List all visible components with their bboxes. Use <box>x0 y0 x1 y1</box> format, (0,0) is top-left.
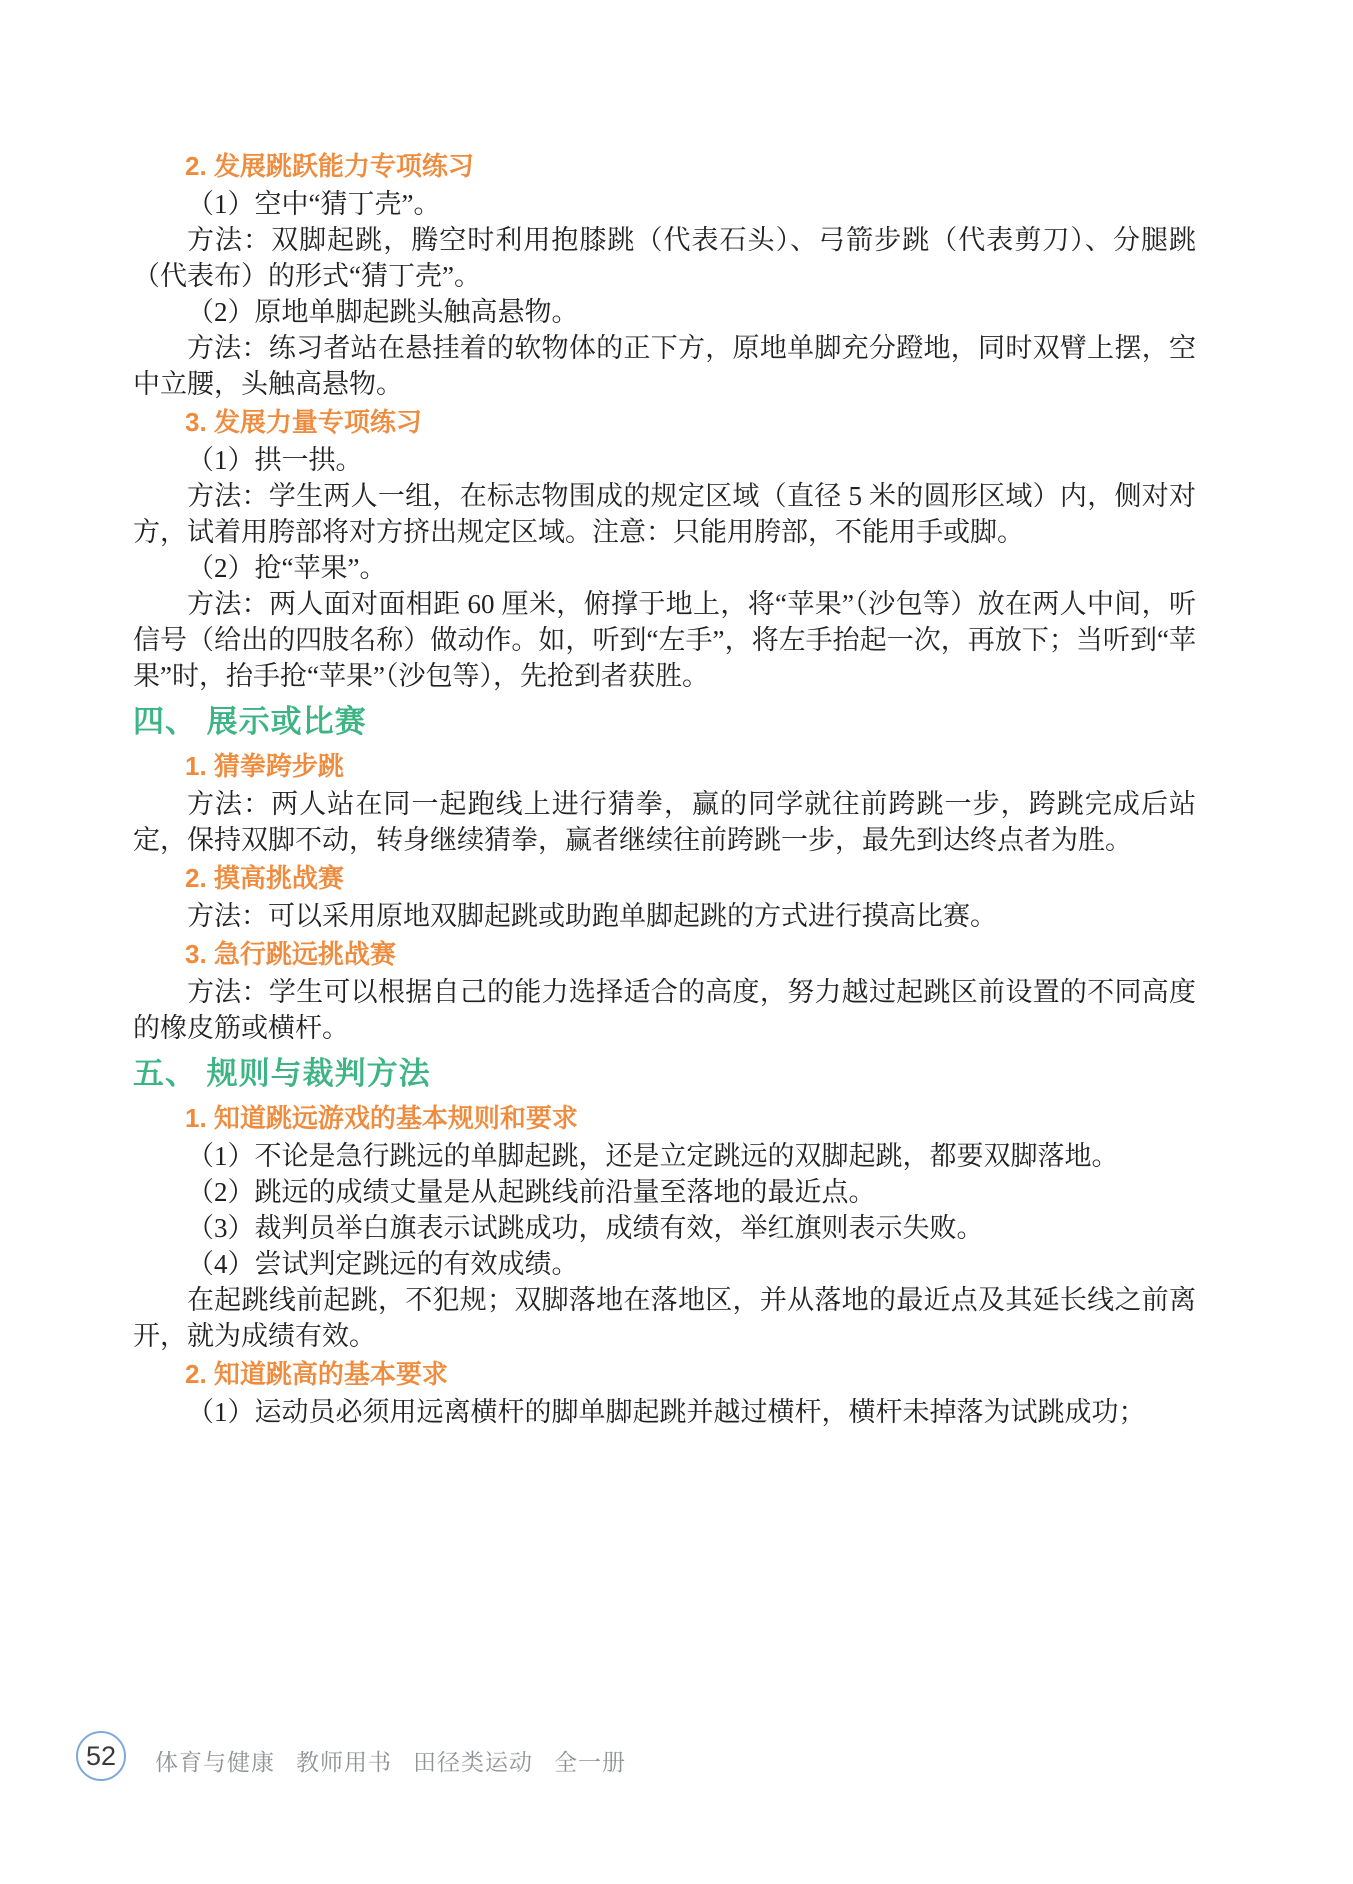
body-paragraph: （1）运动员必须用远离横杆的脚单脚起跳并越过横杆，横杆未掉落为试跳成功； <box>187 1397 1146 1427</box>
body-paragraph: （1）拱一拱。 <box>187 445 363 475</box>
body-paragraph: （2）跳远的成绩丈量是从起跳线前沿量至落地的最近点。 <box>187 1177 876 1207</box>
sub-heading: 3. 急行跳远挑战赛 <box>185 939 396 969</box>
body-paragraph: 方法：学生可以根据自己的能力选择适合的高度，努力越过起跳区前设置的不同高度的橡皮筋或横杆。 <box>133 977 1196 1043</box>
page-body-text <box>133 146 1196 1430</box>
sub-heading: 2. 摸高挑战赛 <box>185 863 344 893</box>
body-paragraph: （3）裁判员举白旗表示试跳成功，成绩有效，举红旗则表示失败。 <box>187 1213 984 1243</box>
section-heading: 五、 规则与裁判方法 <box>133 1056 431 1091</box>
body-paragraph: （2）抢“苹果”。 <box>187 553 387 583</box>
sub-heading: 3. 发展力量专项练习 <box>185 407 422 437</box>
body-paragraph: 方法：两人站在同一起跑线上进行猜拳，赢的同学就往前跨跳一步，跨跳完成后站定，保持双脚不动，转身继续猜拳，赢者继续往前跨跳一步，最先到达终点者为胜。 <box>133 789 1196 855</box>
sub-heading: 2. 发展跳跃能力专项练习 <box>185 151 474 181</box>
body-paragraph: 在起跳线前起跳，不犯规；双脚落地在落地区，并从落地的最近点及其延长线之前离开，就为成绩有效。 <box>133 1285 1196 1351</box>
body-paragraph: 方法：学生两人一组，在标志物围成的规定区域（直径 5 米的圆形区域）内，侧对对方，试着用胯部将对方挤出规定区域。注意：只能用胯部，不能用手或脚。 <box>133 481 1196 547</box>
body-paragraph: 方法：双脚起跳，腾空时利用抱膝跳（代表石头）、弓箭步跳（代表剪刀）、分腿跳（代表布）的形式“猜丁壳”。 <box>133 225 1196 291</box>
footer-title-segment: 全一册 <box>554 1749 626 1775</box>
footer-title-segment: 体育与健康 <box>155 1749 275 1775</box>
footer-book-title <box>155 1744 626 1777</box>
body-paragraph: 方法：可以采用原地双脚起跳或助跑单脚起跳的方式进行摸高比赛。 <box>187 901 997 931</box>
section-heading: 四、 展示或比赛 <box>133 704 367 739</box>
body-paragraph: 方法：练习者站在悬挂着的软物体的正下方，原地单脚充分蹬地，同时双臂上摆，空中立腰，头触高悬物。 <box>133 333 1196 399</box>
body-paragraph: （2）原地单脚起跳头触高悬物。 <box>187 297 579 327</box>
body-paragraph: 方法：两人面对面相距 60 厘米，俯撑于地上，将“苹果”（沙包等）放在两人中间，听信号（给出的四肢名称）做动作。如，听到“左手”，将左手抬起一次，再放下；当听到“苹果”时，抬手抢“苹果”（沙包等），先抢到者获胜。 <box>133 589 1196 691</box>
sub-heading: 2. 知道跳高的基本要求 <box>185 1359 448 1389</box>
body-paragraph: （1）不论是急行跳远的单脚起跳，还是立定跳远的双脚起跳，都要双脚落地。 <box>187 1141 1119 1171</box>
footer-title-segment: 田径类运动 <box>413 1749 533 1775</box>
page-number: 52 <box>85 1740 117 1771</box>
sub-heading: 1. 知道跳远游戏的基本规则和要求 <box>185 1103 578 1133</box>
sub-heading: 1. 猜拳跨步跳 <box>185 751 344 781</box>
body-paragraph: （4）尝试判定跳远的有效成绩。 <box>187 1249 579 1279</box>
body-paragraph: （1）空中“猜丁壳”。 <box>187 189 441 219</box>
footer-title-segment: 教师用书 <box>296 1749 392 1775</box>
page-footer <box>0 1731 1353 1791</box>
page-number-badge <box>76 1731 126 1781</box>
